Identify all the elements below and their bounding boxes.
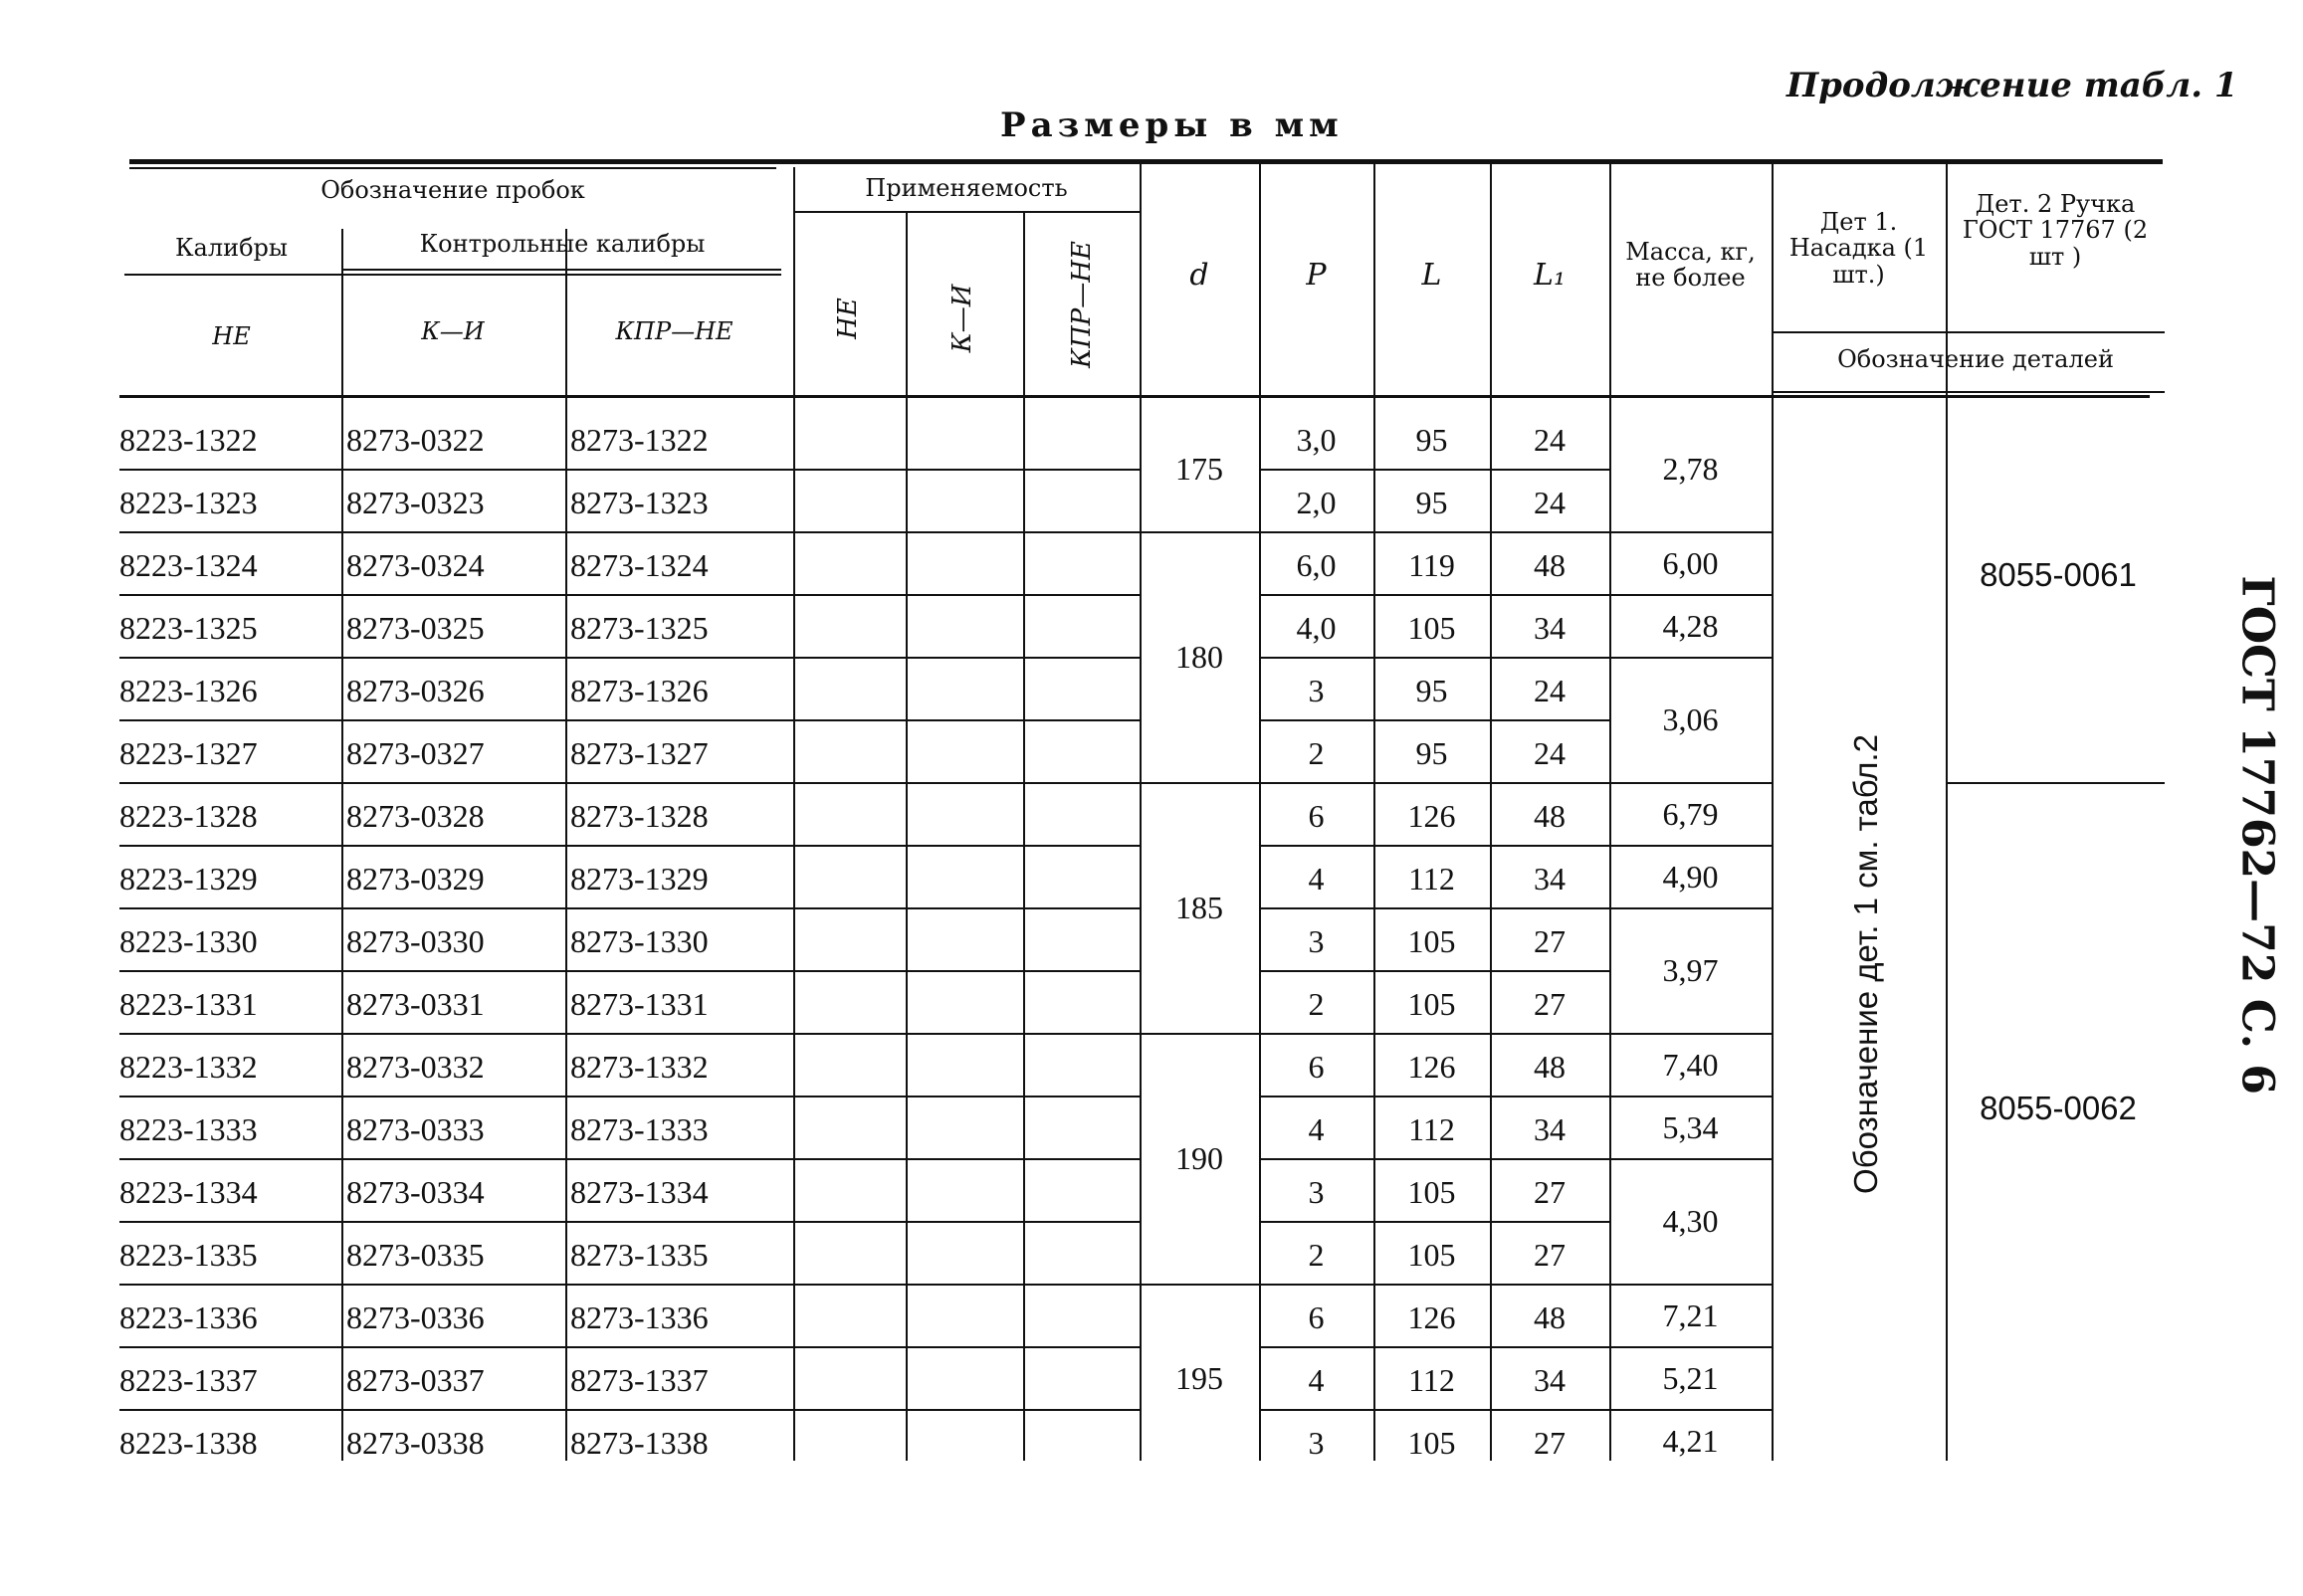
control-k-i-code: 8273-0335 bbox=[346, 1237, 485, 1273]
continuation-note: Продолжение табл. 1 bbox=[1786, 66, 2238, 105]
header-rule bbox=[1772, 331, 2165, 333]
row-rule bbox=[119, 1409, 1140, 1411]
caliber-ne-code: 8223-1337 bbox=[119, 1362, 258, 1398]
pitch-value: 4 bbox=[1308, 1111, 1325, 1147]
length-l1-value: 24 bbox=[1534, 422, 1566, 458]
control-k-i-code: 8273-0334 bbox=[346, 1174, 485, 1210]
det1-reference-note: Обозначение дет. 1 см. табл.2 bbox=[1847, 734, 1884, 1194]
caliber-ne-code: 8223-1329 bbox=[119, 861, 258, 897]
control-kpr-ne-code: 8273-1323 bbox=[570, 485, 709, 520]
group-rule bbox=[1946, 782, 2165, 784]
pitch-value: 3 bbox=[1308, 923, 1325, 959]
control-k-i-code: 8273-0327 bbox=[346, 735, 485, 771]
mass-value: 5,34 bbox=[1662, 1108, 1719, 1145]
length-value: 126 bbox=[1407, 1299, 1456, 1335]
header-ne: НЕ bbox=[212, 322, 251, 350]
pitch-value: 3 bbox=[1308, 1425, 1325, 1461]
group-rule bbox=[1140, 782, 1259, 784]
pitch-value: 2,0 bbox=[1296, 485, 1337, 520]
group-rule bbox=[1609, 1409, 1772, 1411]
row-rule bbox=[1259, 1221, 1609, 1223]
length-l1-value: 27 bbox=[1534, 923, 1566, 959]
det2-designation: 8055-0062 bbox=[1980, 1089, 2137, 1126]
control-kpr-ne-code: 8273-1330 bbox=[570, 923, 709, 959]
control-k-i-code: 8273-0336 bbox=[346, 1299, 485, 1335]
pitch-value: 3 bbox=[1308, 1174, 1325, 1210]
header-rule bbox=[341, 269, 781, 271]
row-rule bbox=[119, 1284, 1140, 1286]
caliber-ne-code: 8223-1324 bbox=[119, 547, 258, 583]
control-kpr-ne-code: 8273-1322 bbox=[570, 422, 709, 458]
group-rule bbox=[1609, 1346, 1772, 1348]
row-rule bbox=[119, 1158, 1140, 1160]
caliber-ne-code: 8223-1335 bbox=[119, 1237, 258, 1273]
control-kpr-ne-code: 8273-1332 bbox=[570, 1049, 709, 1085]
control-kpr-ne-code: 8273-1336 bbox=[570, 1299, 709, 1335]
group-rule bbox=[1609, 782, 1772, 784]
column-divider bbox=[906, 211, 908, 396]
row-rule bbox=[119, 970, 1140, 972]
control-kpr-ne-code: 8273-1331 bbox=[570, 986, 709, 1022]
caliber-ne-code: 8223-1323 bbox=[119, 485, 258, 520]
control-kpr-ne-code: 8273-1329 bbox=[570, 861, 709, 897]
row-rule bbox=[119, 1033, 1140, 1035]
length-l1-value: 24 bbox=[1534, 673, 1566, 708]
row-rule bbox=[119, 1221, 1140, 1223]
length-l1-value: 27 bbox=[1534, 986, 1566, 1022]
caliber-ne-code: 8223-1325 bbox=[119, 610, 258, 646]
diameter-value: 190 bbox=[1175, 1140, 1223, 1176]
group-rule bbox=[1140, 1284, 1259, 1286]
diameter-value: 175 bbox=[1175, 451, 1223, 487]
caliber-ne-code: 8223-1327 bbox=[119, 735, 258, 771]
caliber-ne-code: 8223-1322 bbox=[119, 422, 258, 458]
column-divider bbox=[1946, 391, 1948, 1461]
row-rule bbox=[1259, 469, 1609, 471]
control-k-i-code: 8273-0324 bbox=[346, 547, 485, 583]
caliber-ne-code: 8223-1326 bbox=[119, 673, 258, 708]
control-kpr-ne-code: 8273-1325 bbox=[570, 610, 709, 646]
mass-value: 7,40 bbox=[1662, 1046, 1719, 1083]
pitch-value: 3,0 bbox=[1296, 422, 1337, 458]
length-value: 119 bbox=[1408, 547, 1455, 583]
header-calibers: Калибры bbox=[174, 234, 289, 262]
header-rule bbox=[124, 274, 781, 276]
row-rule bbox=[119, 1096, 1140, 1097]
mass-value: 6,79 bbox=[1662, 795, 1719, 832]
mass-value: 4,30 bbox=[1662, 1203, 1719, 1239]
header-rule bbox=[1772, 391, 2165, 393]
length-l1-value: 48 bbox=[1534, 798, 1566, 834]
length-value: 112 bbox=[1408, 1111, 1455, 1147]
column-divider bbox=[341, 391, 343, 1461]
control-kpr-ne-code: 8273-1326 bbox=[570, 673, 709, 708]
length-l1-value: 24 bbox=[1534, 735, 1566, 771]
row-rule bbox=[1259, 1158, 1609, 1160]
row-rule bbox=[119, 657, 1140, 659]
mass-value: 6,00 bbox=[1662, 544, 1719, 581]
control-k-i-code: 8273-0337 bbox=[346, 1362, 485, 1398]
dimensions-note: Размеры в мм bbox=[1000, 105, 1344, 145]
header-d: d bbox=[1189, 258, 1209, 293]
row-rule bbox=[1259, 970, 1609, 972]
row-rule bbox=[119, 469, 1140, 471]
length-value: 105 bbox=[1407, 1237, 1456, 1273]
pitch-value: 6 bbox=[1308, 1049, 1325, 1085]
length-l1-value: 48 bbox=[1534, 1299, 1566, 1335]
control-k-i-code: 8273-0329 bbox=[346, 861, 485, 897]
column-divider bbox=[565, 391, 567, 1461]
length-value: 95 bbox=[1415, 485, 1448, 520]
pitch-value: 4 bbox=[1308, 1362, 1325, 1398]
pitch-value: 2 bbox=[1308, 986, 1325, 1022]
pitch-value: 6 bbox=[1308, 798, 1325, 834]
row-rule bbox=[119, 845, 1140, 847]
det2-designation: 8055-0061 bbox=[1980, 556, 2137, 593]
control-k-i-code: 8273-0323 bbox=[346, 485, 485, 520]
length-value: 105 bbox=[1407, 1174, 1456, 1210]
pitch-value: 6,0 bbox=[1296, 547, 1337, 583]
control-k-i-code: 8273-0326 bbox=[346, 673, 485, 708]
length-l1-value: 24 bbox=[1534, 485, 1566, 520]
header-k-i: К—И bbox=[421, 317, 485, 345]
control-k-i-code: 8273-0325 bbox=[346, 610, 485, 646]
header-app-k-i: К—И bbox=[947, 284, 977, 353]
group-rule bbox=[1609, 1284, 1772, 1286]
row-rule bbox=[1259, 907, 1609, 909]
length-value: 105 bbox=[1407, 610, 1456, 646]
caliber-ne-code: 8223-1333 bbox=[119, 1111, 258, 1147]
caliber-ne-code: 8223-1336 bbox=[119, 1299, 258, 1335]
header-app-kpr-ne: КПР—НЕ bbox=[1067, 241, 1097, 368]
control-kpr-ne-code: 8273-1324 bbox=[570, 547, 709, 583]
mass-value: 3,97 bbox=[1662, 952, 1719, 988]
column-divider bbox=[1023, 391, 1025, 1461]
column-divider bbox=[793, 391, 795, 1461]
group-rule bbox=[1609, 1033, 1772, 1035]
row-rule bbox=[1259, 1284, 1609, 1286]
length-l1-value: 27 bbox=[1534, 1237, 1566, 1273]
mass-value: 4,28 bbox=[1662, 607, 1719, 644]
diameter-value: 180 bbox=[1175, 639, 1223, 675]
pitch-value: 2 bbox=[1308, 735, 1325, 771]
table-top-rule bbox=[129, 159, 2163, 164]
group-rule bbox=[1609, 594, 1772, 596]
length-value: 95 bbox=[1415, 422, 1448, 458]
group-rule bbox=[1609, 907, 1772, 909]
row-rule bbox=[1259, 1409, 1609, 1411]
mass-value: 3,06 bbox=[1662, 701, 1719, 737]
length-value: 95 bbox=[1415, 735, 1448, 771]
control-kpr-ne-code: 8273-1334 bbox=[570, 1174, 709, 1210]
column-divider bbox=[1772, 391, 1774, 1461]
pitch-value: 6 bbox=[1308, 1299, 1325, 1335]
row-rule bbox=[119, 1346, 1140, 1348]
caliber-ne-code: 8223-1330 bbox=[119, 923, 258, 959]
control-kpr-ne-code: 8273-1327 bbox=[570, 735, 709, 771]
header-p: P bbox=[1306, 258, 1327, 293]
control-k-i-code: 8273-0333 bbox=[346, 1111, 485, 1147]
length-value: 95 bbox=[1415, 673, 1448, 708]
length-value: 112 bbox=[1408, 861, 1455, 897]
group-rule bbox=[1609, 845, 1772, 847]
length-value: 105 bbox=[1407, 923, 1456, 959]
control-k-i-code: 8273-0331 bbox=[346, 986, 485, 1022]
length-l1-value: 48 bbox=[1534, 547, 1566, 583]
row-rule bbox=[119, 594, 1140, 596]
header-kpr-ne: КПР—НЕ bbox=[615, 317, 733, 345]
column-divider bbox=[1609, 164, 1611, 396]
diameter-value: 195 bbox=[1175, 1359, 1223, 1396]
control-kpr-ne-code: 8273-1337 bbox=[570, 1362, 709, 1398]
length-l1-value: 34 bbox=[1534, 610, 1566, 646]
mass-value: 4,21 bbox=[1662, 1422, 1719, 1459]
group-rule bbox=[1140, 1033, 1259, 1035]
mass-value: 5,21 bbox=[1662, 1359, 1719, 1396]
control-k-i-code: 8273-0330 bbox=[346, 923, 485, 959]
header-rule bbox=[129, 167, 776, 169]
caliber-ne-code: 8223-1331 bbox=[119, 986, 258, 1022]
control-k-i-code: 8273-0332 bbox=[346, 1049, 485, 1085]
group-rule bbox=[1609, 1158, 1772, 1160]
pitch-value: 2 bbox=[1308, 1237, 1325, 1273]
length-l1-value: 27 bbox=[1534, 1425, 1566, 1461]
gost-page-label: ГОСТ 17762—72 С. 6 bbox=[2232, 575, 2283, 1095]
row-rule bbox=[1259, 782, 1609, 784]
caliber-ne-code: 8223-1328 bbox=[119, 798, 258, 834]
control-k-i-code: 8273-0338 bbox=[346, 1425, 485, 1461]
header-bottom-rule bbox=[119, 395, 2150, 398]
header-plugs-group: Обозначение пробок bbox=[320, 176, 585, 204]
mass-value: 2,78 bbox=[1662, 451, 1719, 487]
row-rule bbox=[1259, 1346, 1609, 1348]
header-rule bbox=[793, 211, 1140, 213]
length-l1-value: 34 bbox=[1534, 1111, 1566, 1147]
header-app-ne: НЕ bbox=[833, 298, 863, 339]
caliber-ne-code: 8223-1332 bbox=[119, 1049, 258, 1085]
row-rule bbox=[1259, 845, 1609, 847]
header-applicability: Применяемость bbox=[865, 174, 1068, 202]
header-l1: L₁ bbox=[1534, 258, 1566, 293]
column-divider bbox=[906, 391, 908, 1461]
header-control-calibers: Контрольные калибры bbox=[419, 230, 706, 258]
column-divider bbox=[793, 167, 795, 396]
pitch-value: 3 bbox=[1308, 673, 1325, 708]
control-kpr-ne-code: 8273-1335 bbox=[570, 1237, 709, 1273]
length-value: 126 bbox=[1407, 798, 1456, 834]
header-parts-designation: Обозначение деталей bbox=[1837, 345, 2114, 373]
caliber-ne-code: 8223-1338 bbox=[119, 1425, 258, 1461]
row-rule bbox=[1259, 531, 1609, 533]
row-rule bbox=[119, 907, 1140, 909]
mass-value: 7,21 bbox=[1662, 1297, 1719, 1333]
row-rule bbox=[1259, 1033, 1609, 1035]
header-mass: Масса, кг, не более bbox=[1625, 238, 1756, 293]
row-rule bbox=[119, 719, 1140, 721]
length-l1-value: 34 bbox=[1534, 861, 1566, 897]
control-k-i-code: 8273-0322 bbox=[346, 422, 485, 458]
group-rule bbox=[1609, 1096, 1772, 1097]
group-rule bbox=[1609, 531, 1772, 533]
header-det1: Дет 1. Насадка (1 шт.) bbox=[1788, 208, 1929, 289]
column-divider bbox=[1023, 211, 1025, 396]
row-rule bbox=[119, 531, 1140, 533]
length-value: 126 bbox=[1407, 1049, 1456, 1085]
row-rule bbox=[119, 782, 1140, 784]
control-kpr-ne-code: 8273-1338 bbox=[570, 1425, 709, 1461]
length-value: 105 bbox=[1407, 986, 1456, 1022]
row-rule bbox=[1259, 657, 1609, 659]
control-k-i-code: 8273-0328 bbox=[346, 798, 485, 834]
header-l: L bbox=[1421, 258, 1442, 293]
caliber-ne-code: 8223-1334 bbox=[119, 1174, 258, 1210]
row-rule bbox=[1259, 1096, 1609, 1097]
length-value: 105 bbox=[1407, 1425, 1456, 1461]
group-rule bbox=[1609, 657, 1772, 659]
row-rule bbox=[1259, 594, 1609, 596]
header-det2: Дет. 2 Ручка ГОСТ 17767 (2 шт ) bbox=[1962, 190, 2149, 271]
pitch-value: 4 bbox=[1308, 861, 1325, 897]
length-l1-value: 48 bbox=[1534, 1049, 1566, 1085]
group-rule bbox=[1140, 531, 1259, 533]
length-value: 112 bbox=[1408, 1362, 1455, 1398]
row-rule bbox=[1259, 719, 1609, 721]
length-l1-value: 34 bbox=[1534, 1362, 1566, 1398]
control-kpr-ne-code: 8273-1333 bbox=[570, 1111, 709, 1147]
mass-value: 4,90 bbox=[1662, 858, 1719, 895]
control-kpr-ne-code: 8273-1328 bbox=[570, 798, 709, 834]
diameter-value: 185 bbox=[1175, 890, 1223, 925]
pitch-value: 4,0 bbox=[1296, 610, 1337, 646]
length-l1-value: 27 bbox=[1534, 1174, 1566, 1210]
